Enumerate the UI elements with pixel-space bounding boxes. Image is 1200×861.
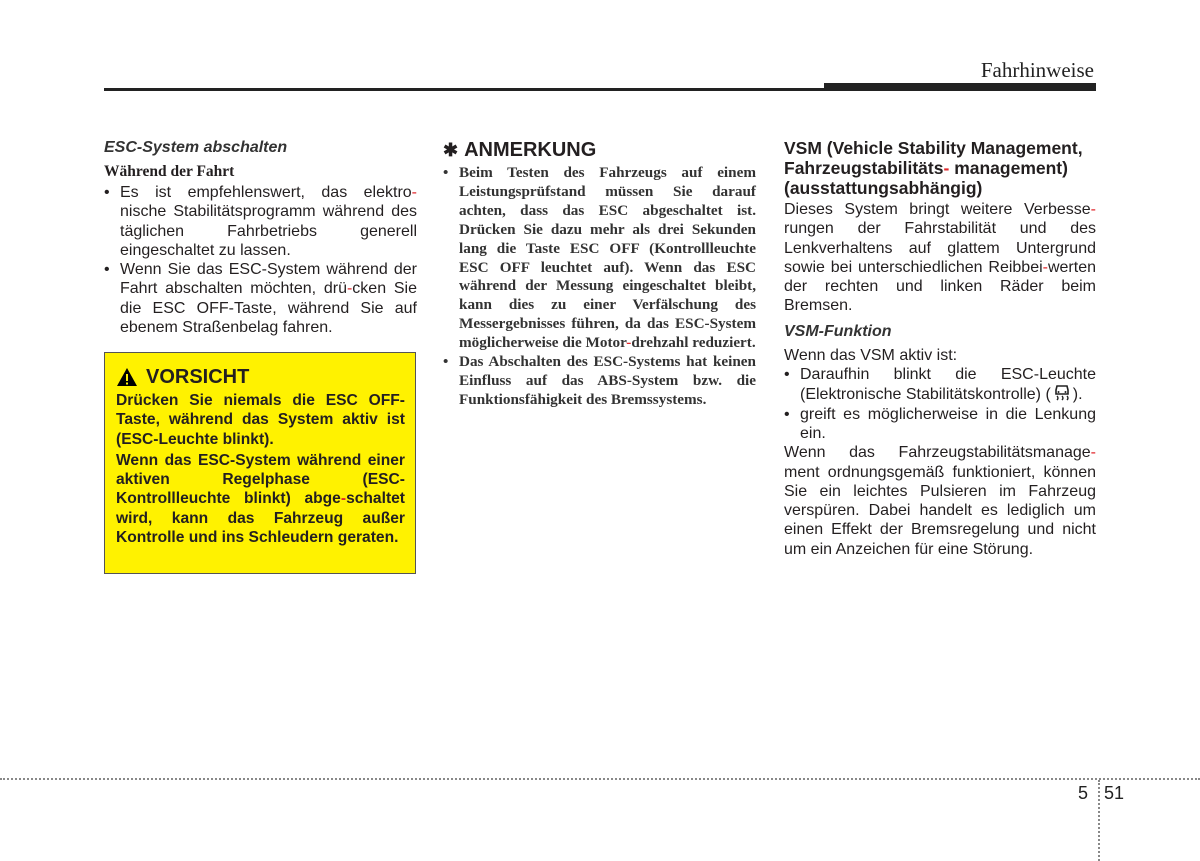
note-title: ✱ ANMERKUNG <box>443 139 597 161</box>
vsm-outro: Wenn das Fahrzeugstabilitätsmanage- ment ordnungsgemäß funktioniert, können Sie ein leichtes Pulsieren im Fahrzeug verspüren. Dabei handelt es lediglich um einen Effekt der Bremsregelung und nicht um ein Anzeichen für eine Störung. <box>784 444 1096 558</box>
footer-rule <box>0 778 1200 780</box>
note-star-icon: ✱ <box>443 140 459 160</box>
caution-title: VORSICHT <box>116 365 405 389</box>
list-item: • Es ist empfehlenswert, das elektro- nische Stabilitätsprogramm während des täglichen Fahrbetriebs generell eingeschaltet zu lassen. <box>104 183 417 260</box>
vsm-intro: Dieses System bringt weitere Verbesse-rungen der Fahrstabilität und des Lenkverhaltens auf glattem Untergrund sowie bei unterschiedlichen Reibbei-werten der rechten und linken Räder beim Bremsen. <box>784 201 1096 315</box>
caution-box <box>104 352 416 574</box>
esc-off-subheading: ESC-System abschalten <box>104 139 288 156</box>
left-column <box>104 138 417 337</box>
vsm-function-subheading: VSM-Funktion <box>784 322 892 340</box>
page-header-title: Fahrhinweise <box>980 58 1094 82</box>
esc-off-bullets <box>104 183 417 337</box>
list-item: • Wenn Sie das ESC-System während der Fahrt abschalten möchten, drü-cken Sie die ESC OFF-Taste, während Sie auf ebenem Straßenbelag fahren. <box>104 260 417 337</box>
caution-text-2: Wenn das ESC-System während einer aktiven Regelphase (ESC-Kontrollleuchte blinkt) abge-schaltet wird, kann das Fahrzeug außer Kontrolle und ins Schleudern geraten. <box>116 451 405 547</box>
middle-column <box>443 138 756 410</box>
header-rule <box>104 88 824 91</box>
vsm-heading: VSM (Vehicle Stability Management, Fahrzeugstabilitäts- management) (ausstattungsabhängig) <box>784 138 1083 198</box>
list-item: • greift es möglicherweise in die Lenkung ein. <box>784 405 1096 444</box>
right-column <box>784 138 1096 559</box>
while-driving-heading: Während der Fahrt <box>104 163 235 180</box>
esc-warning-light-icon <box>1053 384 1071 402</box>
chapter-number: 5 <box>1078 783 1089 803</box>
list-item: • Das Abschalten des ESC-Systems hat keinen Einfluss auf das ABS-System bzw. die Funktionsfähigkeit des Bremssystems. <box>443 353 756 410</box>
list-item: • Daraufhin blinkt die ESC-Leuchte (Elektronische Stabilitätskontrolle) ( ). <box>784 365 1096 405</box>
list-item: • Beim Testen des Fahrzeugs auf einem Leistungsprüfstand müssen Sie darauf achten, dass das ESC abgeschaltet ist. Drücken Sie dazu mehr als drei Sekunden lang die Taste ESC OFF (Kontrollleuchte ESC OFF leuchtet auf). Wenn das ESC während der Messung eingeschaltet bleibt, kann dies zu einer Verfälschung des Messergebnisses führen, da das ESC-System möglicherweise die Motor-drehzahl reduziert. <box>443 164 756 353</box>
header-rule-accent <box>824 83 1096 91</box>
page-number: 51 <box>1104 783 1125 803</box>
vsm-bullets <box>784 365 1096 443</box>
note-list <box>443 164 756 410</box>
vsm-when-active: Wenn das VSM aktiv ist: <box>784 346 958 364</box>
footer-divider <box>1098 780 1100 861</box>
warning-triangle-icon <box>116 367 138 387</box>
caution-text-1: Drücken Sie niemals die ESC OFF-Taste, während das System aktiv ist (ESC-Leuchte blinkt). <box>116 392 405 448</box>
